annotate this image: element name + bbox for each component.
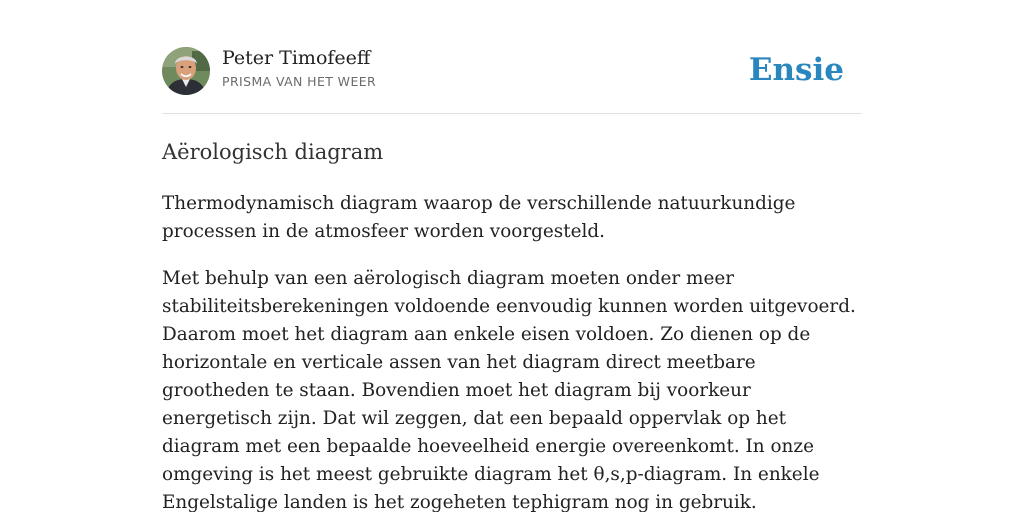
avatar-portrait	[162, 47, 210, 95]
header-divider	[162, 113, 862, 114]
article-paragraph: Thermodynamisch diagram waarop de verschillende natuurkundige processen in de atmosfeer worden voorgesteld.	[162, 193, 796, 242]
article-paragraph: Met behulp van een aërologisch diagram moeten onder meer stabiliteitsberekeningen voldoende eenvoudig kunnen worden uitgevoerd. Daarom moet het diagram aan enkele eisen voldoen. Zo dienen op de horizontale en verticale assen van het diagram direct meetbare grootheden te staan. Bovendien moet het diagram bij voorkeur energetisch zijn. Dat wil zeggen, dat een bepaald oppervlak op het diagram met een bepaalde hoeveelheid energie overeenkomt. In onze omgeving is het meest gebruikte diagram het θ,s,p-diagram. In enkele Engelstalige landen is het zogeheten tephigram nog in gebruik.	[162, 268, 856, 512]
article-body	[162, 190, 866, 512]
article-title: Aërologisch diagram	[162, 140, 384, 164]
author-name[interactable]: Peter Timofeeff	[222, 47, 371, 69]
ensie-logo[interactable]: Ensie	[748, 52, 844, 88]
author-avatar[interactable]	[162, 47, 210, 95]
author-subtitle[interactable]: PRISMA VAN HET WEER	[222, 74, 377, 89]
article-header	[162, 46, 862, 96]
